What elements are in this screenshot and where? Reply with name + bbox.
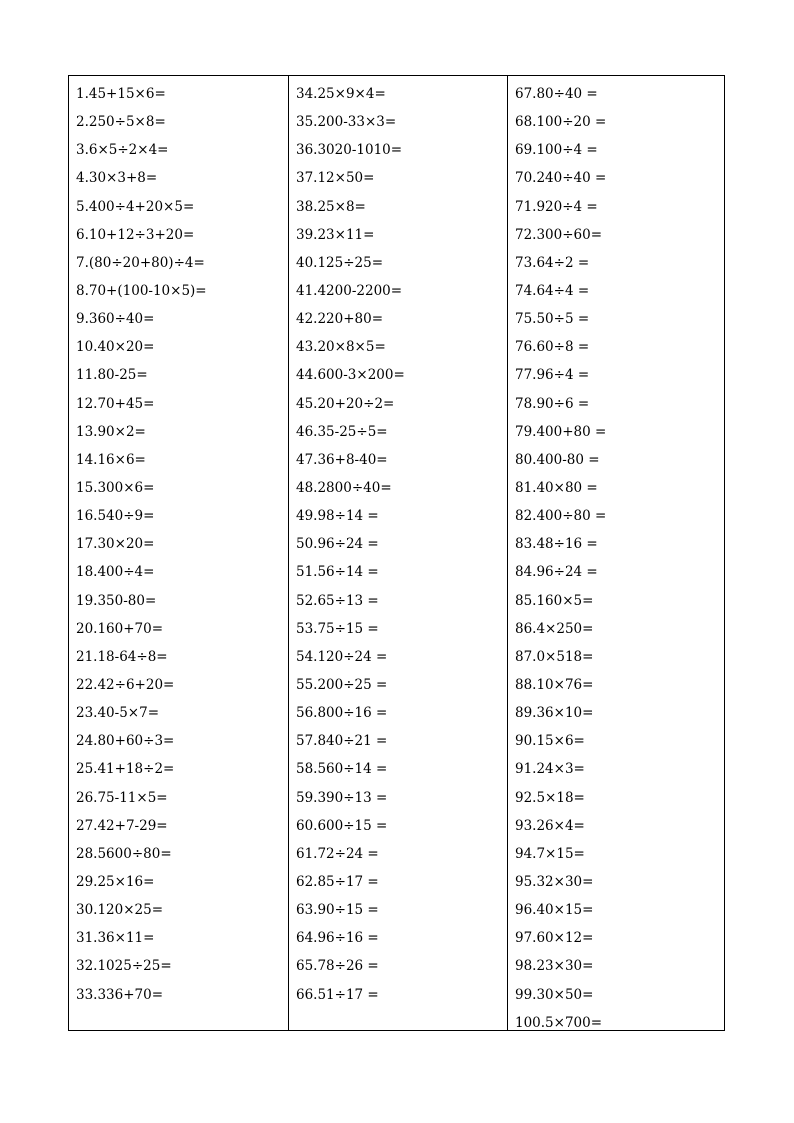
math-problem: 85.160×5= [515, 592, 594, 609]
math-problem: 40.125÷25= [296, 254, 384, 271]
math-problem: 76.60÷8 = [515, 339, 590, 356]
math-problem: 57.840÷21 = [296, 733, 388, 750]
math-problem: 17.30×20= [76, 536, 155, 553]
math-problem: 49.98÷14 = [296, 508, 379, 525]
math-problem: 19.350-80= [76, 592, 157, 609]
math-problem: 48.2800÷40= [296, 479, 392, 496]
math-problem: 65.78÷26 = [296, 958, 379, 975]
math-problem: 3.6×5÷2×4= [76, 142, 169, 159]
math-problem: 36.3020-1010= [296, 142, 403, 159]
math-problem: 77.96÷4 = [515, 367, 590, 384]
math-problem: 4.30×3+8= [76, 170, 158, 187]
math-problem: 21.18-64÷8= [76, 648, 168, 665]
math-problem: 13.90×2= [76, 423, 146, 440]
math-problem: 71.920÷4 = [515, 198, 598, 215]
math-problem: 47.36+8-40= [296, 451, 388, 468]
math-problem: 38.25×8= [296, 198, 366, 215]
math-problem: 12.70+45= [76, 395, 155, 412]
math-problem: 23.40-5×7= [76, 705, 160, 722]
math-problem: 86.4×250= [515, 620, 594, 637]
math-problem: 75.50÷5 = [515, 311, 590, 328]
math-problem: 18.400÷4= [76, 564, 155, 581]
math-problem: 6.10+12÷3+20= [76, 226, 195, 243]
math-problem: 92.5×18= [515, 789, 585, 806]
math-problem: 90.15×6= [515, 733, 585, 750]
math-problem: 62.85÷17 = [296, 873, 379, 890]
math-problem: 79.400+80 = [515, 423, 607, 440]
math-problem: 89.36×10= [515, 705, 594, 722]
math-problem: 74.64÷4 = [515, 282, 590, 299]
math-problem: 15.300×6= [76, 479, 155, 496]
math-problem: 95.32×30= [515, 873, 594, 890]
math-problem: 64.96÷16 = [296, 930, 379, 947]
math-problem: 80.400-80 = [515, 451, 600, 468]
math-problem: 31.36×11= [76, 930, 155, 947]
math-problem: 42.220+80= [296, 311, 384, 328]
math-problem: 27.42+7-29= [76, 817, 168, 834]
math-problem: 1.45+15×6= [76, 86, 166, 102]
math-problem: 70.240÷40 = [515, 170, 607, 187]
math-problem: 99.30×50= [515, 986, 594, 1003]
math-problem: 41.4200-2200= [296, 282, 403, 299]
math-problem: 35.200-33×3= [296, 114, 397, 131]
math-problem: 39.23×11= [296, 226, 375, 243]
math-problem: 55.200÷25 = [296, 676, 388, 693]
math-problem: 24.80+60÷3= [76, 733, 175, 750]
math-problem: 28.5600÷80= [76, 845, 172, 862]
math-problem: 29.25×16= [76, 873, 155, 890]
math-problem: 68.100÷20 = [515, 114, 607, 131]
math-problem: 67.80÷40 = [515, 86, 598, 102]
math-problem: 22.42÷6+20= [76, 676, 175, 693]
math-problem: 9.360÷40= [76, 311, 155, 328]
math-problem: 51.56÷14 = [296, 564, 379, 581]
problem-column-3 [507, 76, 724, 1030]
math-worksheet-table [68, 75, 725, 1031]
math-problem: 34.25×9×4= [296, 86, 386, 102]
problem-column-1 [69, 76, 288, 1030]
math-problem: 82.400÷80 = [515, 508, 607, 525]
math-problem: 30.120×25= [76, 902, 164, 919]
math-problem: 61.72÷24 = [296, 845, 379, 862]
math-problem: 16.540÷9= [76, 508, 155, 525]
math-problem: 94.7×15= [515, 845, 585, 862]
math-problem: 26.75-11×5= [76, 789, 168, 806]
math-problem: 60.600÷15 = [296, 817, 388, 834]
math-problem: 7.(80÷20+80)÷4= [76, 254, 205, 271]
math-problem: 98.23×30= [515, 958, 594, 975]
math-problem: 37.12×50= [296, 170, 375, 187]
math-problem: 83.48÷16 = [515, 536, 598, 553]
math-problem: 54.120÷24 = [296, 648, 388, 665]
math-problem: 10.40×20= [76, 339, 155, 356]
math-problem: 45.20+20÷2= [296, 395, 395, 412]
math-problem: 53.75÷15 = [296, 620, 379, 637]
math-problem: 63.90÷15 = [296, 902, 379, 919]
math-problem: 33.336+70= [76, 986, 164, 1003]
math-problem: 91.24×3= [515, 761, 585, 778]
math-problem: 59.390÷13 = [296, 789, 388, 806]
math-problem: 14.16×6= [76, 451, 146, 468]
math-problem: 44.600-3×200= [296, 367, 405, 384]
math-problem: 88.10×76= [515, 676, 594, 693]
math-problem: 84.96÷24 = [515, 564, 598, 581]
math-problem: 5.400÷4+20×5= [76, 198, 195, 215]
math-problem: 32.1025÷25= [76, 958, 172, 975]
math-problem: 58.560÷14 = [296, 761, 388, 778]
math-problem: 8.70+(100-10×5)= [76, 282, 207, 299]
math-problem: 96.40×15= [515, 902, 594, 919]
math-problem: 2.250÷5×8= [76, 114, 166, 131]
math-problem: 93.26×4= [515, 817, 585, 834]
math-problem: 43.20×8×5= [296, 339, 386, 356]
math-problem: 50.96÷24 = [296, 536, 379, 553]
math-problem: 97.60×12= [515, 930, 594, 947]
math-problem: 100.5×700= [515, 1014, 603, 1031]
math-problem: 66.51÷17 = [296, 986, 379, 1003]
math-problem: 73.64÷2 = [515, 254, 590, 271]
math-problem: 52.65÷13 = [296, 592, 379, 609]
math-problem: 78.90÷6 = [515, 395, 590, 412]
math-problem: 69.100÷4 = [515, 142, 598, 159]
math-problem: 46.35-25÷5= [296, 423, 388, 440]
problem-column-2 [288, 76, 507, 1030]
math-problem: 11.80-25= [76, 367, 148, 384]
math-problem: 25.41+18÷2= [76, 761, 175, 778]
math-problem: 87.0×518= [515, 648, 594, 665]
math-problem: 72.300÷60= [515, 226, 603, 243]
math-problem: 56.800÷16 = [296, 705, 388, 722]
math-problem: 81.40×80 = [515, 479, 598, 496]
math-problem: 20.160+70= [76, 620, 164, 637]
